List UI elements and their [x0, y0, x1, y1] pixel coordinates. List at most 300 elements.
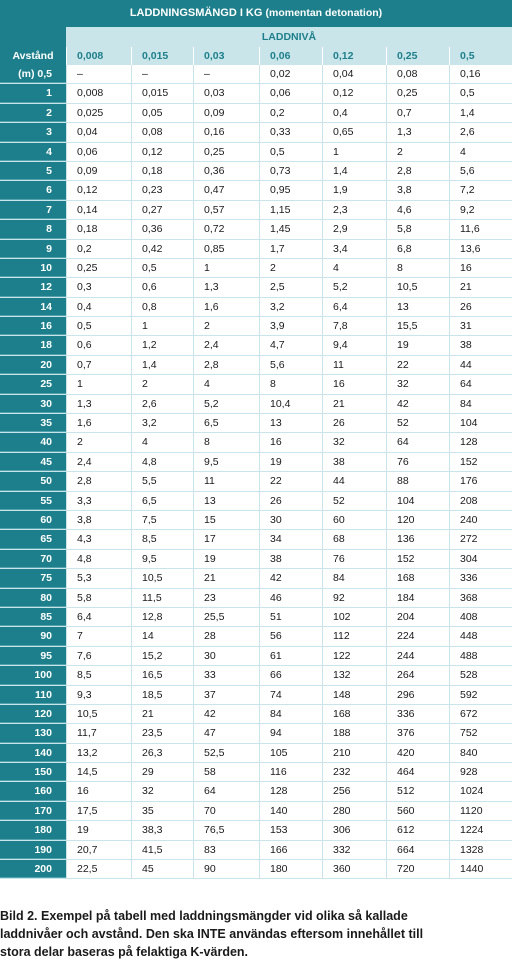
value-cell: 22 — [259, 472, 322, 490]
value-cell: 42 — [193, 705, 259, 723]
value-cell: 0,08 — [386, 65, 449, 83]
value-cell: 84 — [322, 569, 386, 587]
value-cell: 0,85 — [193, 240, 259, 258]
distance-cell: 140 — [0, 744, 66, 762]
value-cell: 360 — [322, 860, 386, 878]
value-cell: 45 — [131, 860, 193, 878]
value-cell: 17 — [193, 530, 259, 548]
value-cell: 5,8 — [386, 220, 449, 238]
value-cell: 4,7 — [259, 336, 322, 354]
level-header: 0,5 — [449, 47, 512, 65]
table-row — [0, 414, 512, 433]
level-header: 0,008 — [66, 47, 131, 65]
table-row — [0, 162, 512, 181]
table-row — [0, 84, 512, 103]
value-cell: 5,5 — [131, 472, 193, 490]
value-cell: 7,8 — [322, 317, 386, 335]
distance-cell: 65 — [0, 530, 66, 548]
table-row — [0, 201, 512, 220]
distance-cell: 30 — [0, 395, 66, 413]
table-row — [0, 666, 512, 685]
value-cell: 1,45 — [259, 220, 322, 238]
table-row — [0, 317, 512, 336]
value-cell: 70 — [193, 802, 259, 820]
value-cell: 376 — [386, 724, 449, 742]
value-cell: 5,3 — [66, 569, 131, 587]
value-cell: 752 — [449, 724, 512, 742]
value-cell: 3,3 — [66, 492, 131, 510]
table-row — [0, 65, 512, 84]
distance-cell: 55 — [0, 492, 66, 510]
distance-cell: 3 — [0, 123, 66, 141]
value-cell: 32 — [386, 375, 449, 393]
value-cell: 104 — [449, 414, 512, 432]
value-cell: 4 — [322, 259, 386, 277]
value-cell: 26,3 — [131, 744, 193, 762]
value-cell: 13 — [386, 298, 449, 316]
value-cell: 3,8 — [66, 511, 131, 529]
value-cell: 0,12 — [131, 143, 193, 161]
value-cell: 0,12 — [66, 181, 131, 199]
table-row — [0, 433, 512, 452]
value-cell: 5,6 — [449, 162, 512, 180]
value-cell: 3,4 — [322, 240, 386, 258]
value-cell: 0,47 — [193, 181, 259, 199]
value-cell: 19 — [66, 821, 131, 839]
value-cell: 332 — [322, 841, 386, 859]
value-cell: 0,3 — [66, 278, 131, 296]
value-cell: 128 — [259, 782, 322, 800]
table-row — [0, 123, 512, 142]
value-cell: 264 — [386, 666, 449, 684]
column-header-row — [0, 47, 512, 65]
value-cell: 16,5 — [131, 666, 193, 684]
value-cell: 0,09 — [66, 162, 131, 180]
value-cell: 28 — [193, 627, 259, 645]
value-cell: 0,02 — [259, 65, 322, 83]
value-cell: 0,7 — [386, 104, 449, 122]
distance-cell: 130 — [0, 724, 66, 742]
value-cell: 0,16 — [449, 65, 512, 83]
value-cell: 1,3 — [386, 123, 449, 141]
value-cell: 30 — [259, 511, 322, 529]
value-cell: 56 — [259, 627, 322, 645]
distance-cell: 5 — [0, 162, 66, 180]
value-cell: 5,6 — [259, 356, 322, 374]
value-cell: 14 — [131, 627, 193, 645]
value-cell: 37 — [193, 686, 259, 704]
value-cell: 4 — [449, 143, 512, 161]
value-cell: 1440 — [449, 860, 512, 878]
value-cell: 0,65 — [322, 123, 386, 141]
distance-cell: 9 — [0, 240, 66, 258]
value-cell: 5,2 — [322, 278, 386, 296]
value-cell: 52 — [386, 414, 449, 432]
value-cell: 46 — [259, 589, 322, 607]
table-row — [0, 589, 512, 608]
value-cell: 488 — [449, 647, 512, 665]
value-cell: 9,3 — [66, 686, 131, 704]
value-cell: 296 — [386, 686, 449, 704]
value-cell: 32 — [131, 782, 193, 800]
value-cell: 2,8 — [386, 162, 449, 180]
table-row — [0, 259, 512, 278]
value-cell: 8 — [259, 375, 322, 393]
value-cell: 1,3 — [66, 395, 131, 413]
value-cell: 13 — [259, 414, 322, 432]
value-cell: 210 — [322, 744, 386, 762]
value-cell: 168 — [386, 569, 449, 587]
value-cell: 30 — [193, 647, 259, 665]
value-cell: 0,27 — [131, 201, 193, 219]
value-cell: 152 — [449, 453, 512, 471]
value-cell: 19 — [386, 336, 449, 354]
value-cell: 1224 — [449, 821, 512, 839]
value-cell: 840 — [449, 744, 512, 762]
distance-cell: 85 — [0, 608, 66, 626]
value-cell: 148 — [322, 686, 386, 704]
value-cell: 10,5 — [386, 278, 449, 296]
value-cell: 23,5 — [131, 724, 193, 742]
value-cell: 38 — [259, 550, 322, 568]
value-cell: 592 — [449, 686, 512, 704]
value-cell: 0,18 — [66, 220, 131, 238]
value-cell: 116 — [259, 763, 322, 781]
table-row — [0, 763, 512, 782]
value-cell: 0,008 — [66, 84, 131, 102]
value-cell: 68 — [322, 530, 386, 548]
distance-cell: 180 — [0, 821, 66, 839]
value-cell: 33 — [193, 666, 259, 684]
value-cell: 420 — [386, 744, 449, 762]
value-cell: 1,6 — [66, 414, 131, 432]
distance-cell: 10 — [0, 259, 66, 277]
value-cell: 4,8 — [66, 550, 131, 568]
table-row — [0, 686, 512, 705]
value-cell: 528 — [449, 666, 512, 684]
value-cell: 4,8 — [131, 453, 193, 471]
table-row — [0, 647, 512, 666]
value-cell: 16 — [449, 259, 512, 277]
value-cell: 7,6 — [66, 647, 131, 665]
value-cell: 1,4 — [322, 162, 386, 180]
value-cell: 64 — [386, 433, 449, 451]
value-cell: 11 — [193, 472, 259, 490]
value-cell: 9,2 — [449, 201, 512, 219]
table-row — [0, 240, 512, 259]
value-cell: 60 — [322, 511, 386, 529]
value-cell: 9,5 — [193, 453, 259, 471]
table-row — [0, 278, 512, 297]
value-cell: 10,5 — [131, 569, 193, 587]
value-cell: 408 — [449, 608, 512, 626]
value-cell: 0,2 — [66, 240, 131, 258]
value-cell: 52 — [322, 492, 386, 510]
distance-cell: 60 — [0, 511, 66, 529]
value-cell: 18,5 — [131, 686, 193, 704]
value-cell: 2 — [386, 143, 449, 161]
caption-line: Bild 2. Exempel på tabell med laddningsmängder vid olika så kallade — [0, 909, 408, 923]
distance-cell: 2 — [0, 104, 66, 122]
value-cell: – — [193, 65, 259, 83]
value-cell: 102 — [322, 608, 386, 626]
level-header: 0,12 — [322, 47, 386, 65]
table-body — [0, 65, 512, 879]
value-cell: 25,5 — [193, 608, 259, 626]
table-row — [0, 530, 512, 549]
value-cell: 1 — [131, 317, 193, 335]
value-cell: 19 — [259, 453, 322, 471]
value-cell: 41,5 — [131, 841, 193, 859]
value-cell: 304 — [449, 550, 512, 568]
value-cell: 11,5 — [131, 589, 193, 607]
table-row — [0, 608, 512, 627]
value-cell: 64 — [193, 782, 259, 800]
value-cell: 38,3 — [131, 821, 193, 839]
value-cell: 32 — [322, 433, 386, 451]
value-cell: 224 — [386, 627, 449, 645]
table-row — [0, 104, 512, 123]
value-cell: 168 — [322, 705, 386, 723]
value-cell: 38 — [449, 336, 512, 354]
distance-cell: 75 — [0, 569, 66, 587]
table-row — [0, 550, 512, 569]
distance-cell: 12 — [0, 278, 66, 296]
value-cell: 0,57 — [193, 201, 259, 219]
distance-cell: 14 — [0, 298, 66, 316]
value-cell: 1,6 — [193, 298, 259, 316]
value-cell: 1024 — [449, 782, 512, 800]
value-cell: 612 — [386, 821, 449, 839]
table-row — [0, 492, 512, 511]
value-cell: 15,2 — [131, 647, 193, 665]
value-cell: 232 — [322, 763, 386, 781]
value-cell: 256 — [322, 782, 386, 800]
value-cell: 2,9 — [322, 220, 386, 238]
value-cell: 368 — [449, 589, 512, 607]
value-cell: 19 — [193, 550, 259, 568]
value-cell: 5,8 — [66, 589, 131, 607]
distance-cell: 35 — [0, 414, 66, 432]
value-cell: 22 — [386, 356, 449, 374]
value-cell: 16 — [322, 375, 386, 393]
value-cell: 8,5 — [131, 530, 193, 548]
table-row — [0, 627, 512, 646]
value-cell: 9,4 — [322, 336, 386, 354]
distance-cell: 45 — [0, 453, 66, 471]
value-cell: 90 — [193, 860, 259, 878]
value-cell: 76,5 — [193, 821, 259, 839]
value-cell: 88 — [386, 472, 449, 490]
value-cell: 1,4 — [131, 356, 193, 374]
distance-cell: 200 — [0, 860, 66, 878]
distance-header: Avstånd — [0, 47, 66, 65]
value-cell: 0,015 — [131, 84, 193, 102]
value-cell: 4 — [131, 433, 193, 451]
distance-cell: 18 — [0, 336, 66, 354]
value-cell: 180 — [259, 860, 322, 878]
value-cell: 10,4 — [259, 395, 322, 413]
distance-cell: 7 — [0, 201, 66, 219]
value-cell: 136 — [386, 530, 449, 548]
table-title-sub: (momentan detonation) — [265, 7, 383, 19]
value-cell: 84 — [449, 395, 512, 413]
table-row — [0, 821, 512, 840]
value-cell: 0,36 — [131, 220, 193, 238]
value-cell: 280 — [322, 802, 386, 820]
value-cell: 13,6 — [449, 240, 512, 258]
value-cell: 14,5 — [66, 763, 131, 781]
value-cell: 0,09 — [193, 104, 259, 122]
value-cell: 3,2 — [131, 414, 193, 432]
value-cell: 1,15 — [259, 201, 322, 219]
value-cell: 0,16 — [193, 123, 259, 141]
value-cell: 52,5 — [193, 744, 259, 762]
value-cell: 176 — [449, 472, 512, 490]
level-header: 0,03 — [193, 47, 259, 65]
value-cell: 8,5 — [66, 666, 131, 684]
distance-cell: 4 — [0, 143, 66, 161]
distance-cell: 150 — [0, 763, 66, 781]
value-cell: 0,06 — [66, 143, 131, 161]
value-cell: 4,3 — [66, 530, 131, 548]
value-cell: 152 — [386, 550, 449, 568]
value-cell: 105 — [259, 744, 322, 762]
value-cell: 112 — [322, 627, 386, 645]
value-cell: 2 — [131, 375, 193, 393]
value-cell: 61 — [259, 647, 322, 665]
table-row — [0, 356, 512, 375]
value-cell: 208 — [449, 492, 512, 510]
value-cell: 11,6 — [449, 220, 512, 238]
distance-cell: 8 — [0, 220, 66, 238]
table-row — [0, 802, 512, 821]
caption-line: laddnivåer och avstånd. Den ska INTE användas eftersom innehållet till — [0, 927, 424, 941]
value-cell: 21 — [322, 395, 386, 413]
value-cell: 21 — [131, 705, 193, 723]
value-cell: 2,4 — [66, 453, 131, 471]
level-header: 0,06 — [259, 47, 322, 65]
value-cell: 10,5 — [66, 705, 131, 723]
value-cell: 29 — [131, 763, 193, 781]
value-cell: 2,6 — [131, 395, 193, 413]
value-cell: 2,4 — [193, 336, 259, 354]
distance-cell: 50 — [0, 472, 66, 490]
value-cell: 15,5 — [386, 317, 449, 335]
value-cell: 1 — [193, 259, 259, 277]
table-row — [0, 472, 512, 491]
table-row — [0, 705, 512, 724]
value-cell: 42 — [386, 395, 449, 413]
value-cell: 0,95 — [259, 181, 322, 199]
value-cell: 13,2 — [66, 744, 131, 762]
value-cell: 16 — [259, 433, 322, 451]
distance-cell: 110 — [0, 686, 66, 704]
value-cell: 11 — [322, 356, 386, 374]
value-cell: 3,8 — [386, 181, 449, 199]
value-cell: 8 — [193, 433, 259, 451]
value-cell: 204 — [386, 608, 449, 626]
value-cell: 560 — [386, 802, 449, 820]
value-cell: 132 — [322, 666, 386, 684]
value-cell: 0,25 — [66, 259, 131, 277]
value-cell: 0,05 — [131, 104, 193, 122]
table-row — [0, 841, 512, 860]
group-header-spacer — [0, 27, 66, 47]
distance-cell: 25 — [0, 375, 66, 393]
value-cell: 448 — [449, 627, 512, 645]
distance-cell: 70 — [0, 550, 66, 568]
value-cell: 512 — [386, 782, 449, 800]
table-row — [0, 375, 512, 394]
value-cell: 2 — [259, 259, 322, 277]
value-cell: 0,5 — [131, 259, 193, 277]
value-cell: 35 — [131, 802, 193, 820]
distance-cell: 40 — [0, 433, 66, 451]
value-cell: 6,4 — [66, 608, 131, 626]
value-cell: 5,2 — [193, 395, 259, 413]
table-row — [0, 143, 512, 162]
value-cell: 92 — [322, 589, 386, 607]
value-cell: 21 — [193, 569, 259, 587]
value-cell: 83 — [193, 841, 259, 859]
value-cell: 11,7 — [66, 724, 131, 742]
value-cell: 26 — [449, 298, 512, 316]
value-cell: 0,6 — [66, 336, 131, 354]
table-row — [0, 744, 512, 763]
value-cell: 64 — [449, 375, 512, 393]
group-header — [0, 27, 512, 47]
value-cell: 6,8 — [386, 240, 449, 258]
value-cell: 2,8 — [66, 472, 131, 490]
distance-cell: 90 — [0, 627, 66, 645]
value-cell: 0,5 — [449, 84, 512, 102]
value-cell: 0,5 — [259, 143, 322, 161]
value-cell: 140 — [259, 802, 322, 820]
value-cell: 0,73 — [259, 162, 322, 180]
value-cell: 0,03 — [193, 84, 259, 102]
value-cell: 9,5 — [131, 550, 193, 568]
distance-cell: 1 — [0, 84, 66, 102]
value-cell: 26 — [322, 414, 386, 432]
value-cell: 166 — [259, 841, 322, 859]
value-cell: 0,23 — [131, 181, 193, 199]
value-cell: 0,08 — [131, 123, 193, 141]
value-cell: 7 — [66, 627, 131, 645]
value-cell: 7,5 — [131, 511, 193, 529]
distance-cell: 170 — [0, 802, 66, 820]
value-cell: 664 — [386, 841, 449, 859]
value-cell: 1 — [66, 375, 131, 393]
value-cell: 0,04 — [66, 123, 131, 141]
value-cell: 0,18 — [131, 162, 193, 180]
value-cell: 0,2 — [259, 104, 322, 122]
value-cell: 244 — [386, 647, 449, 665]
value-cell: 1,3 — [193, 278, 259, 296]
distance-cell: 120 — [0, 705, 66, 723]
value-cell: 0,14 — [66, 201, 131, 219]
table-row — [0, 395, 512, 414]
value-cell: 0,4 — [66, 298, 131, 316]
table-row — [0, 511, 512, 530]
level-header: 0,015 — [131, 47, 193, 65]
value-cell: 0,6 — [131, 278, 193, 296]
table-title-main: LADDNINGSMÄNGD I KG — [129, 7, 263, 19]
caption-line: stora delar baseras på felaktiga K-värden. — [0, 945, 249, 959]
value-cell: 4,6 — [386, 201, 449, 219]
value-cell: 7,2 — [449, 181, 512, 199]
value-cell: 76 — [322, 550, 386, 568]
